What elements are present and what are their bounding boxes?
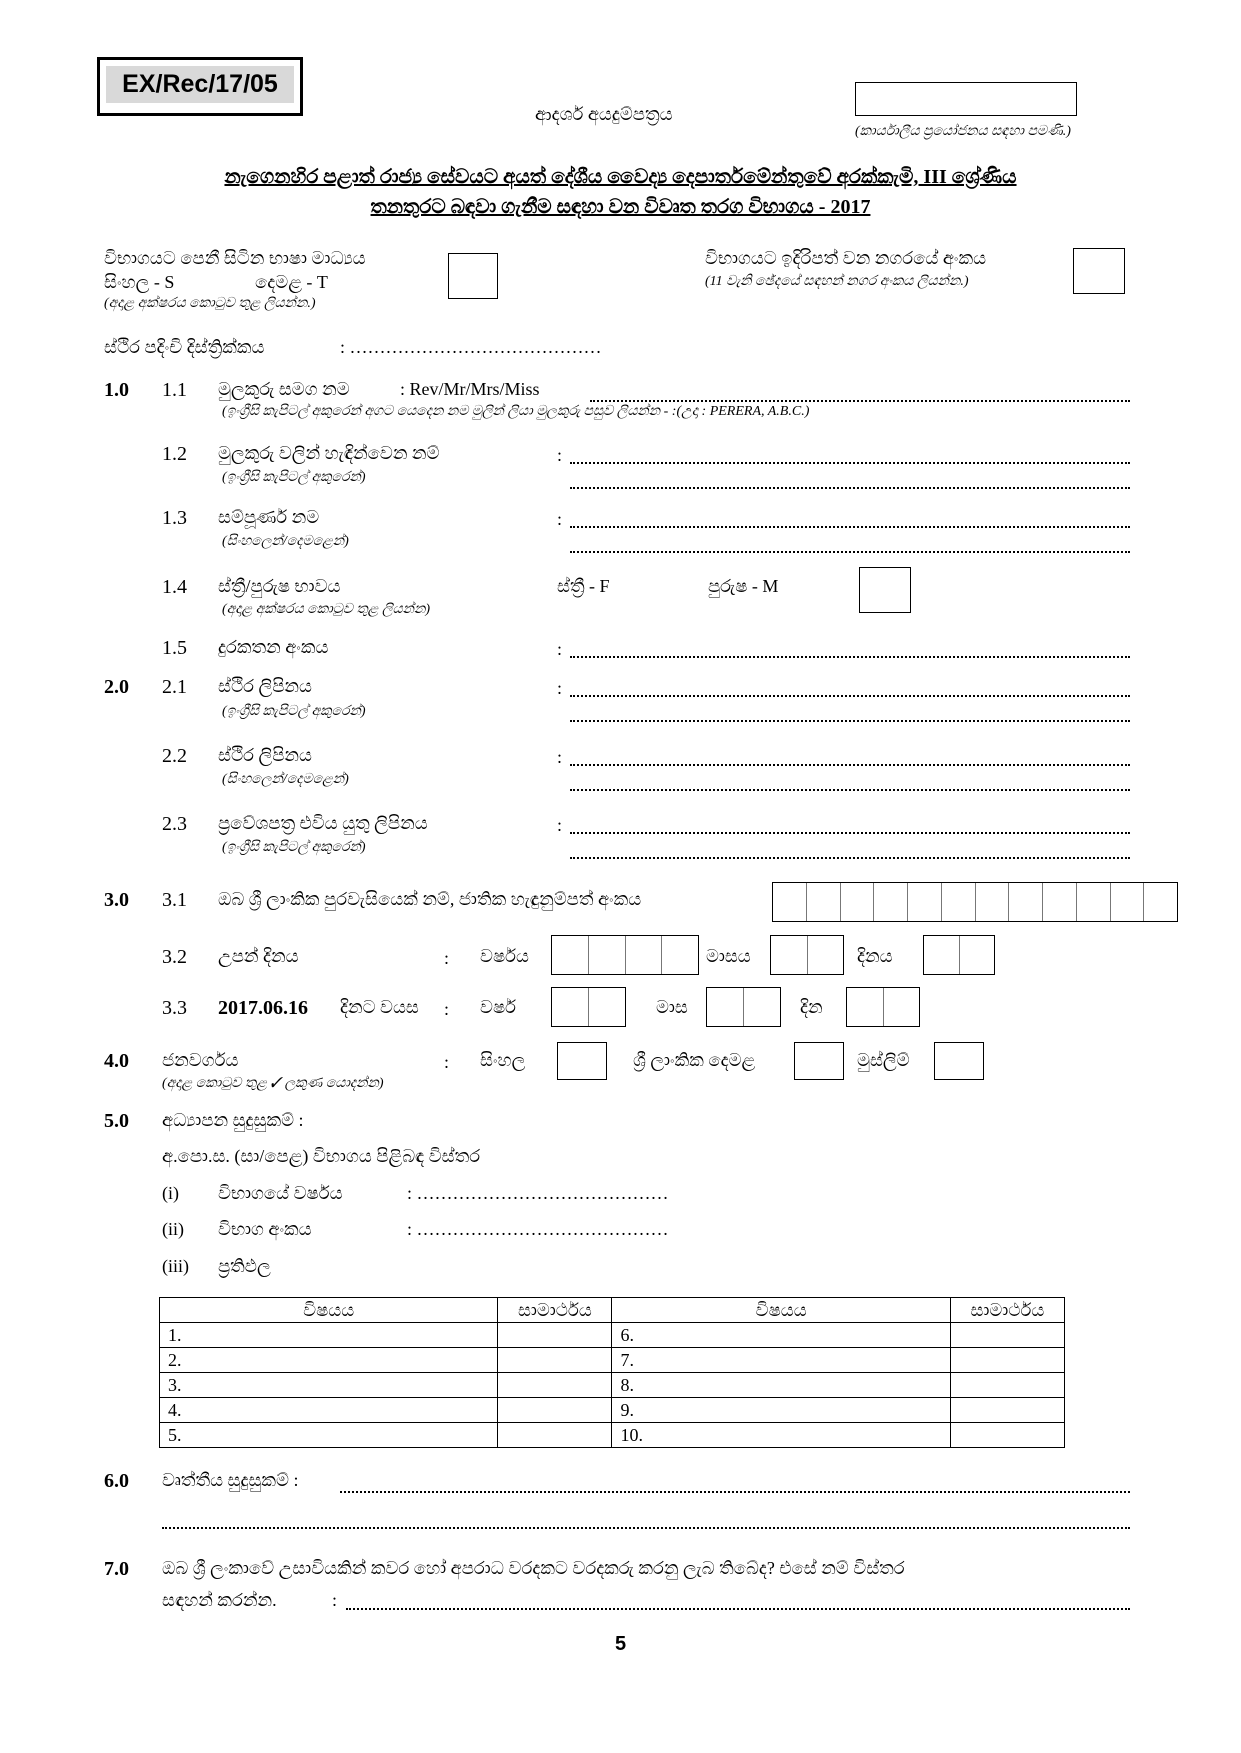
- model-label: ආදර්ශ අයදුම්පත්‍රය: [535, 104, 673, 124]
- professional-qual-field-b[interactable]: [162, 1527, 1130, 1529]
- table-cell[interactable]: [950, 1323, 1064, 1348]
- table-row: [160, 1398, 1065, 1423]
- item-1-2-note: (ඉංග්‍රීසි කැපිටල් අකුරෙන්): [222, 470, 366, 485]
- item-1-2-label: මුලකුරු වලින් හැඳින්වෙන නම්: [218, 443, 440, 463]
- ethnicity-sinhala-box[interactable]: [557, 1042, 607, 1080]
- header-grade: සාමාර්ථය: [950, 1298, 1064, 1323]
- conviction-question-2: සඳහන් කරන්න.: [162, 1590, 277, 1610]
- item-1-4-note: (අදාළ අක්ෂරය කොටුව තුළ ලියන්න): [222, 602, 431, 617]
- medium-sinhala: සිංහල - S: [104, 272, 175, 292]
- item-1-3-field-b[interactable]: [570, 551, 1130, 553]
- ethnicity-note: (අදාළ කොටුව තුළ ✓ ලකුණ යොදන්න): [162, 1076, 384, 1091]
- section-4-number: 4.0: [104, 1050, 129, 1072]
- item-1-3-note: (සිංහලෙන්/දෙමළෙන්): [222, 534, 349, 549]
- item-3-2-label: උපන් දිනය: [218, 946, 299, 966]
- dob-year-cells[interactable]: [551, 935, 699, 975]
- ref-code: EX/Rec/17/05: [106, 66, 294, 103]
- section-7-number: 7.0: [104, 1558, 129, 1580]
- table-cell[interactable]: 6.: [612, 1323, 950, 1348]
- dob-month-cells[interactable]: [770, 935, 844, 975]
- ethnicity-label: ජනවර්ගය: [162, 1050, 239, 1070]
- professional-qual-label: වෘත්තීය සුදුසුකම් :: [162, 1470, 299, 1490]
- section-1-number: 1.0: [104, 379, 129, 401]
- colon: :: [332, 1590, 338, 1610]
- ol-results-label: ප්‍රතිඵල: [218, 1256, 271, 1276]
- item-1-4-number: 1.4: [162, 576, 187, 598]
- table-row: [160, 1373, 1065, 1398]
- office-use-box[interactable]: [855, 82, 1077, 116]
- section-5-number: 5.0: [104, 1110, 129, 1132]
- age-year-label: වර්ෂ: [480, 997, 516, 1017]
- table-cell[interactable]: [498, 1323, 612, 1348]
- item-2-3-field-a[interactable]: [570, 832, 1130, 834]
- item-1-1-label: මුලකුරු සමග නම: [218, 379, 350, 399]
- table-row: [160, 1348, 1065, 1373]
- item-2-1-field-a[interactable]: [570, 695, 1130, 697]
- age-day-label: දින: [800, 997, 823, 1017]
- ethnicity-tamil-box[interactable]: [794, 1042, 844, 1080]
- section-6-number: 6.0: [104, 1470, 129, 1492]
- medium-tamil: දෙමළ - T: [255, 272, 328, 292]
- item-3-3-number: 3.3: [162, 997, 187, 1019]
- ol-index-label: විභාග අංකය: [218, 1219, 312, 1239]
- page-number: 5: [614, 1633, 627, 1655]
- header-subject: විෂයය: [160, 1298, 498, 1323]
- item-2-1-number: 2.1: [162, 676, 187, 698]
- item-2-1-field-b[interactable]: [570, 720, 1130, 722]
- dob-month-label: මාසය: [706, 946, 751, 966]
- table-cell[interactable]: 2.: [160, 1348, 498, 1373]
- table-cell[interactable]: 8.: [612, 1373, 950, 1398]
- item-3-2-number: 3.2: [162, 946, 187, 968]
- table-cell[interactable]: [950, 1373, 1064, 1398]
- item-2-2-number: 2.2: [162, 745, 187, 767]
- gender-male: පුරුෂ - M: [708, 576, 779, 596]
- item-1-5-number: 1.5: [162, 637, 187, 659]
- ethnicity-muslim-box[interactable]: [934, 1042, 984, 1080]
- title-line-2: තනතුරට බඳවා ගැනීම සඳහා වන විවෘත තරග විභාගය - 2017: [370, 196, 871, 218]
- header-grade: සාමාර්ථය: [498, 1298, 612, 1323]
- age-year-cells[interactable]: [551, 987, 626, 1027]
- age-date: 2017.06.16: [218, 997, 308, 1019]
- item-2-3-field-b[interactable]: [570, 857, 1130, 859]
- item-1-5-field[interactable]: [570, 656, 1130, 658]
- ol-exam-year-field[interactable]: : ……………………………………: [407, 1183, 669, 1203]
- table-cell[interactable]: 3.: [160, 1373, 498, 1398]
- item-3-1-number: 3.1: [162, 889, 187, 911]
- item-1-1-note: (ඉංග්‍රීසි කැපිටල් අකුරෙන් අගට යෙදෙන නම මුලින් ලියා මුලකුරු පසුව ලියන්න - :(උදා : PERERA, A.B.C.): [222, 404, 810, 419]
- city-note: (11 වැනි ඡේදයේ සඳහන් නගර අංකය ලියන්න.): [705, 274, 969, 289]
- gender-female: ස්ත්‍රී - F: [557, 576, 610, 596]
- district-label: ස්ථිර පදිංචි දිස්ත්‍රික්කය: [104, 337, 265, 357]
- table-header-row: [160, 1298, 1065, 1323]
- item-2-2-label: ස්ථිර ලිපිනය: [218, 745, 312, 765]
- age-month-label: මාස: [656, 997, 688, 1017]
- table-cell[interactable]: 7.: [612, 1348, 950, 1373]
- ethnicity-sinhala-label: සිංහල: [480, 1050, 526, 1070]
- item-1-2-field-a[interactable]: [570, 462, 1130, 464]
- item-1-1-number: 1.1: [162, 379, 187, 401]
- section-2-number: 2.0: [104, 676, 129, 698]
- age-day-cells[interactable]: [846, 987, 920, 1027]
- medium-box[interactable]: [448, 253, 498, 299]
- ref-code-frame: [97, 57, 303, 116]
- item-1-3-number: 1.3: [162, 507, 187, 529]
- item-2-3-number: 2.3: [162, 813, 187, 835]
- item-2-2-field-a[interactable]: [570, 764, 1130, 766]
- item-1-3-field-a[interactable]: [570, 526, 1130, 528]
- colon: :: [444, 1052, 450, 1072]
- age-month-cells[interactable]: [706, 987, 781, 1027]
- conviction-details-field[interactable]: [346, 1608, 1130, 1610]
- table-cell[interactable]: 10.: [612, 1423, 950, 1448]
- item-2-3-label: ප්‍රවේශපත්‍ර එවිය යුතු ලිපිනය: [218, 813, 428, 833]
- table-cell[interactable]: [498, 1398, 612, 1423]
- ethnicity-muslim-label: මුස්ලිම්: [857, 1050, 910, 1070]
- item-1-3-label: සම්පූර්ණ නම: [218, 507, 320, 527]
- item-2-3-note: (ඉංග්‍රීසි කැපිටල් අකුරෙන්): [222, 840, 366, 855]
- professional-qual-field-a[interactable]: [340, 1491, 1130, 1493]
- medium-note: (අදාළ අක්ෂරය කොටුව තුළ ලියන්න.): [104, 296, 316, 311]
- item-1-5-label: දුරකතන අංකය: [218, 637, 329, 657]
- table-cell[interactable]: 9.: [612, 1398, 950, 1423]
- dob-day-label: දිනය: [857, 946, 893, 966]
- table-cell[interactable]: 5.: [160, 1423, 498, 1448]
- item-2-1-label: ස්ථිර ලිපිනය: [218, 676, 312, 696]
- item-2-2-note: (සිංහලෙන්/දෙමළෙන්): [222, 772, 349, 787]
- table-cell[interactable]: [498, 1373, 612, 1398]
- education-label: අධ්‍යාපන සුදුසුකම් :: [162, 1110, 304, 1130]
- nic-number-cells[interactable]: [772, 882, 1178, 922]
- item-1-2-number: 1.2: [162, 443, 187, 465]
- table-cell[interactable]: [950, 1398, 1064, 1423]
- conviction-question: ඔබ ශ්‍රී ලංකාවේ උසාවියකින් කවර හෝ අපරාධ වරදකට වරදකරු කරනු ලැබ තිබේද? එසේ නම් විස්තර: [162, 1558, 905, 1578]
- table-cell[interactable]: [498, 1423, 612, 1448]
- dob-day-cells[interactable]: [923, 935, 995, 975]
- ethnicity-tamil-label: ශ්‍රී ලාංකික දෙමළ: [633, 1050, 756, 1070]
- ol-index-field[interactable]: : ……………………………………: [407, 1219, 669, 1239]
- table-cell[interactable]: [498, 1348, 612, 1373]
- colon: :: [444, 999, 450, 1019]
- colon: :: [444, 948, 450, 968]
- table-row: [160, 1423, 1065, 1448]
- results-table: [159, 1297, 1065, 1448]
- item-1-4-label: ස්ත්‍රී/පුරුෂ භාවය: [218, 576, 341, 596]
- office-use-note: (කාර්යාලීය ප්‍රයෝජනය සඳහා පමණි.): [855, 124, 1071, 139]
- colon: :: [557, 445, 563, 465]
- ol-exam-year-label: විභාගයේ වර්ෂය: [218, 1183, 343, 1203]
- dob-year-label: වර්ෂය: [480, 946, 529, 966]
- table-cell[interactable]: [950, 1423, 1064, 1448]
- title-line-1: නැගෙනහිර පළාත් රාජ්‍ය සේවයට අයත් දේශීය වෛද්‍ය දෙපාර්තමේන්තුවේ අරක්කැමි, III ශ්‍රේණිය: [224, 166, 1017, 188]
- ol-row-iii-number: (iii): [162, 1256, 189, 1276]
- colon: :: [557, 747, 563, 767]
- city-label: විභාගයට ඉදිරිපත් වන නගරයේ අංකය: [705, 248, 987, 268]
- table-cell[interactable]: 1.: [160, 1323, 498, 1348]
- gender-box[interactable]: [859, 567, 911, 613]
- table-row: [160, 1323, 1065, 1348]
- medium-label: විභාගයට පෙනී සිටින භාෂා මාධ්‍යය: [104, 248, 366, 268]
- city-box[interactable]: [1073, 248, 1125, 294]
- table-cell[interactable]: 4.: [160, 1398, 498, 1423]
- item-2-1-note: (ඉංග්‍රීසි කැපිටල් අකුරෙන්): [222, 704, 366, 719]
- colon: :: [557, 509, 563, 529]
- ol-row-i-number: (i): [162, 1183, 179, 1203]
- colon: :: [557, 639, 563, 659]
- item-3-3-label: දිනට වයස: [340, 997, 419, 1017]
- item-3-1-label: ඔබ ශ්‍රී ලාංකික පුරවැසියෙක් නම්, ජාතික හැඳුනුම්පත් අංකය: [218, 889, 642, 909]
- colon: :: [557, 815, 563, 835]
- colon: :: [557, 678, 563, 698]
- table-cell[interactable]: [950, 1348, 1064, 1373]
- header-subject: විෂයය: [612, 1298, 950, 1323]
- district-field[interactable]: : ……………………………………: [340, 337, 602, 357]
- item-1-2-field-b[interactable]: [570, 487, 1130, 489]
- section-3-number: 3.0: [104, 889, 129, 911]
- ol-details-label: අ.පො.ස. (සා/පෙළ) විභාගය පිළිබඳ විස්තර: [162, 1146, 481, 1166]
- item-2-2-field-b[interactable]: [570, 789, 1130, 791]
- item-1-1-field[interactable]: [590, 400, 1130, 402]
- ol-row-ii-number: (ii): [162, 1219, 184, 1239]
- item-1-1-prefix: : Rev/Mr/Mrs/Miss: [400, 379, 540, 399]
